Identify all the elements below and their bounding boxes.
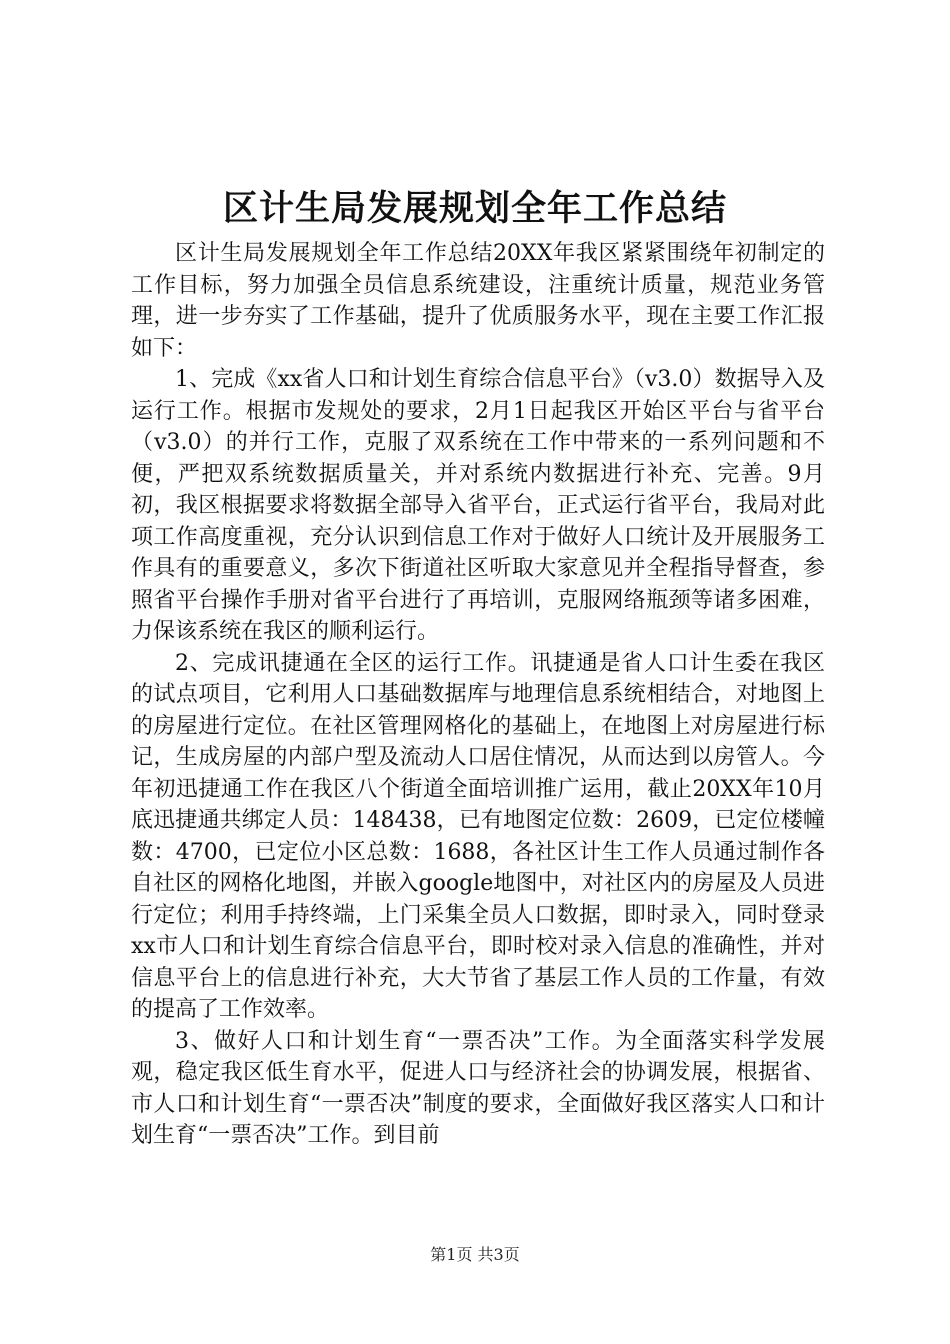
document-body (131, 238, 825, 1152)
page-footer: 第1页 共3页 (430, 1245, 520, 1264)
section-2-paragraph: 2、完成讯捷通在全区的运行工作。讯捷通是省人口计生委在我区的试点项目，它利用人口基础数据库与地理信息系统相结合，对地图上的房屋进行定位。在社区管理网格化的基础上，在地图上对房屋进行标记，生成房屋的内部户型及流动人口居住情况，从而达到以房管人。今年初迅捷通工作在我区八个街道全面培训推广运用，截止20XX年10月底迅捷通共绑定人员：148438，已有地图定位数：2609，已定位楼幢数：4700，已定位小区总数：1688，各社区计生工作人员通过制作各自社区的网格化地图，并嵌入google地图中，对社区内的房屋及人员进行定位；利用手持终端，上门采集全员人口数据，即时录入，同时登录xx市人口和计划生育综合信息平台，即时校对录入信息的准确性，并对信息平台上的信息进行补充，大大节省了基层工作人员的工作量，有效的提高了工作效率。 (131, 650, 825, 1022)
section-1-paragraph: 1、完成《xx省人口和计划生育综合信息平台》（v3.0）数据导入及运行工作。根据市发规处的要求，2月1日起我区开始区平台与省平台（v3.0）的并行工作，克服了双系统在工作中带来的一系列问题和不便，严把双系统数据质量关，并对系统内数据进行补充、完善。9月初，我区根据要求将数据全部导入省平台，正式运行省平台，我局对此项工作高度重视，充分认识到信息工作对于做好人口统计及开展服务工作具有的重要意义，多次下街道社区听取大家意见并全程指导督查，参照省平台操作手册对省平台进行了再培训，克服网络瓶颈等诸多困难，力保该系统在我区的顺利运行。 (131, 367, 825, 644)
document-title: 区计生局发展规划全年工作总结 (222, 188, 727, 229)
intro-paragraph: 区计生局发展规划全年工作总结20XX年我区紧紧围绕年初制定的工作目标，努力加强全员信息系统建设，注重统计质量，规范业务管理，进一步夯实了工作基础，提升了优质服务水平，现在主要工作汇报如下： (131, 241, 825, 361)
section-3-paragraph: 3、做好人口和计划生育“一票否决”工作。为全面落实科学发展观，稳定我区低生育水平，促进人口与经济社会的协调发展，根据省、市人口和计划生育“一票否决”制度的要求，全面做好我区落实人口和计划生育“一票否决”工作。到目前 (131, 1028, 825, 1148)
